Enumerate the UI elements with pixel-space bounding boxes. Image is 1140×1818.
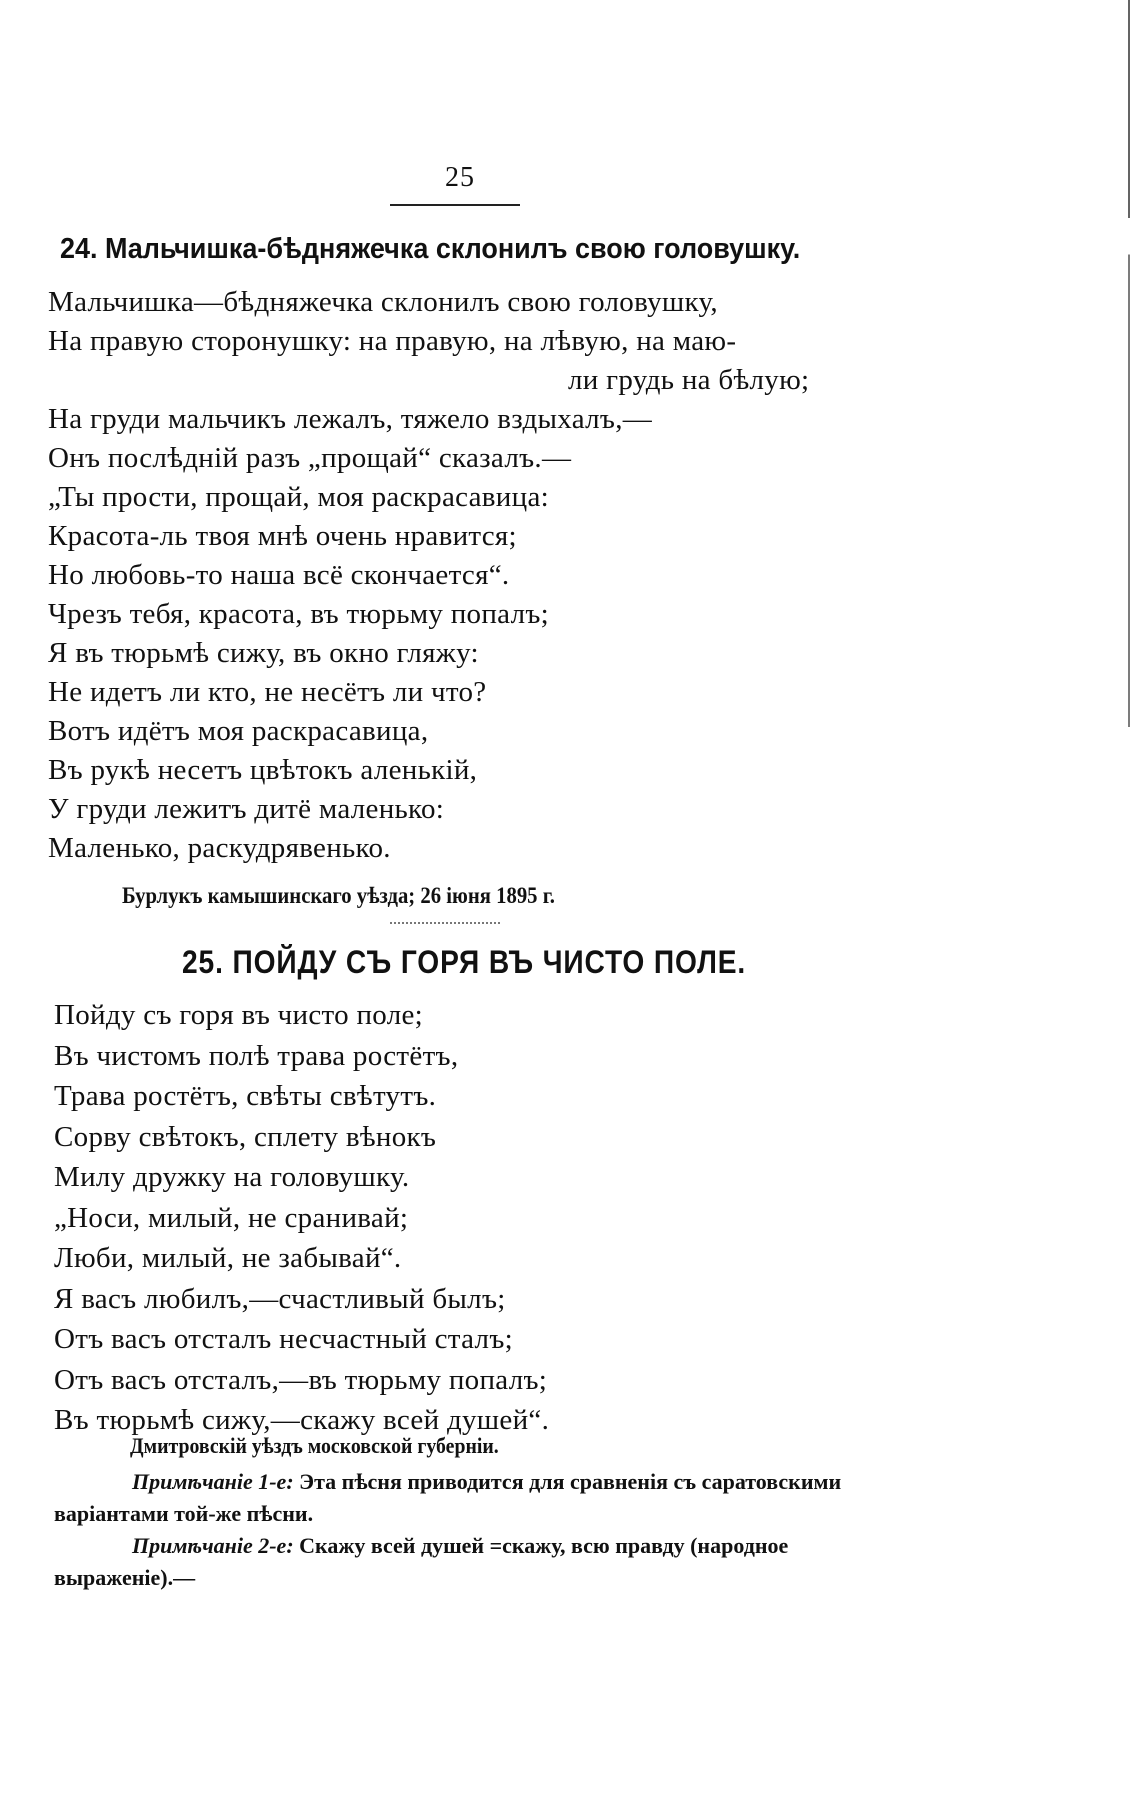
verse-line: Красота-ль твоя мнѣ очень нравится; <box>48 520 517 552</box>
verse-line: Сорву свѣтокъ, сплету вѣнокъ <box>54 1120 437 1153</box>
verse-line: Я въ тюрьмѣ сижу, въ окно гляжу: <box>48 637 479 669</box>
verse-line: Отъ васъ отсталъ,—въ тюрьму попалъ; <box>54 1363 548 1396</box>
verse-line: Не идетъ ли кто, не несётъ ли что? <box>48 676 487 708</box>
song-25-title: 25. ПОЙДУ СЪ ГОРЯ ВЪ ЧИСТО ПОЛЕ. <box>182 944 747 980</box>
verse-line: Въ чистомъ полѣ трава ростётъ, <box>54 1039 459 1072</box>
page-number: 25 <box>445 162 475 193</box>
section-divider <box>390 922 500 928</box>
verse-line: Въ рукѣ несетъ цвѣтокъ аленькій, <box>48 754 478 786</box>
footnote-2-label: Примѣчаніе 2-е: <box>132 1533 294 1558</box>
footnote-1 <box>54 1466 874 1530</box>
verse-line: ли грудь на бѣлую; <box>568 364 810 396</box>
verse-line: Чрезъ тебя, красота, въ тюрьму попалъ; <box>48 598 550 630</box>
footnote-1-label: Примѣчаніе 1-е: <box>132 1469 294 1494</box>
song-24-source: Бурлукъ камышинскаго уѣзда; 26 іюня 1895 г. <box>122 883 555 908</box>
verse-line: На груди мальчикъ лежалъ, тяжело вздыхалъ,— <box>48 403 653 435</box>
song-25-source: Дмитровскій уѣздъ московской губерніи. <box>130 1433 499 1458</box>
verse-line: У груди лежитъ дитё маленько: <box>48 793 445 825</box>
song-25-verses <box>54 995 884 1441</box>
footnote-2 <box>54 1530 874 1594</box>
verse-line: Мальчишка—бѣдняжечка склонилъ свою головушку, <box>48 286 718 318</box>
verse-line: Трава ростётъ, свѣты свѣтутъ. <box>54 1080 437 1112</box>
verse-line: Отъ васъ отсталъ несчастный сталъ; <box>54 1323 513 1355</box>
verse-line: Но любовь-то наша всё скончается“. <box>48 559 510 591</box>
verse-line: Вотъ идётъ моя раскрасавица, <box>48 715 429 747</box>
verse-line: На правую сторонушку: на правую, на лѣвую, на маю- <box>48 325 737 357</box>
verse-line: „Носи, милый, не сранивай; <box>54 1201 409 1234</box>
page-number-rule <box>390 204 520 206</box>
song-24-title: 24. Мальчишка-бѣдняжечка склонилъ свою головушку. <box>60 233 801 265</box>
verse-line: Я васъ любилъ,—счастливый былъ; <box>54 1282 506 1315</box>
verse-line: Въ тюрьмѣ сижу,—скажу всей душей“. <box>54 1404 550 1436</box>
verse-line: „Ты прости, прощай, моя раскрасавица: <box>48 481 549 513</box>
footnote-1-text: Эта пѣсня приводится для сравненія съ саратовскими варіантами той-же пѣсни. <box>54 1469 842 1526</box>
song-24-verses <box>48 283 878 868</box>
verse-line: Маленько, раскудрявенько. <box>48 832 391 864</box>
verse-line: Милу дружку на головушку. <box>54 1161 410 1193</box>
verse-line: Пойду съ горя въ чисто поле; <box>54 999 424 1031</box>
verse-line: Онъ послѣдній разъ „прощай“ сказалъ.— <box>48 442 572 474</box>
footnote-2-text: Скажу всей душей =скажу, всю правду (народное выраженіе).— <box>54 1533 789 1590</box>
verse-line: Люби, милый, не забывай“. <box>54 1242 402 1274</box>
